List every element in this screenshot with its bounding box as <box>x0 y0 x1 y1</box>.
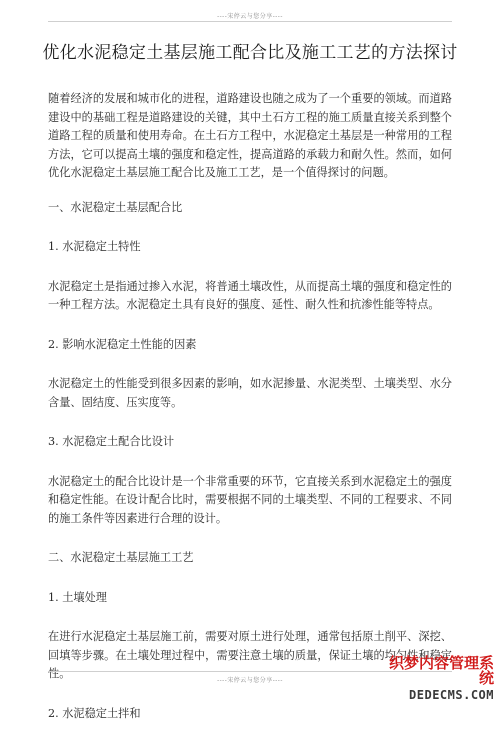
subsection-heading-1-1: 1. 水泥稳定土特性 <box>48 240 141 253</box>
header-divider <box>48 21 452 22</box>
document-body <box>48 90 452 744</box>
watermark-line-1: 织梦内容管理系统 <box>388 654 494 687</box>
paragraph-1-2: 水泥稳定土的性能受到很多因素的影响，如水泥掺量、水泥类型、土壤类型、水分含量、固结度、压实度等。 <box>48 377 452 409</box>
paragraph-1-1: 水泥稳定土是指通过掺入水泥，将普通土壤改性，从而提高土壤的强度和稳定性的一种工程方法。水泥稳定土具有良好的强度、延性、耐久性和抗渗性能等特点。 <box>48 279 452 311</box>
subsection-heading-1-3: 3. 水泥稳定土配合比设计 <box>48 435 175 448</box>
paragraph-1-3: 水泥稳定土的配合比设计是一个非常重要的环节，它直接关系到水泥稳定土的强度和稳定性能。在设计配合比时，需要根据不同的土壤类型、不同的工程要求、不同的施工条件等因素进行合理的设计。 <box>48 474 452 525</box>
subsection-heading-1-2: 2. 影响水泥稳定土性能的因素 <box>48 337 197 351</box>
paragraph-2-1: 在进行水泥稳定土基层施工前，需要对原土进行处理，通常包括原土削平、深挖、回填等步骤。在土壤处理过程中，需要注意土壤的质量，保证土壤的均匀性和稳定性。 <box>48 630 452 680</box>
page-footer-note: ----宋停云与您分享---- <box>217 677 283 684</box>
watermark-line-2: DEDECMS.COM <box>409 688 494 702</box>
document-title: 优化水泥稳定土基层施工配合比及施工工艺的方法探讨 <box>42 43 458 63</box>
subsection-heading-2-1: 1. 土壤处理 <box>48 590 107 604</box>
section-heading-1: 一、水泥稳定土基层配合比 <box>48 200 183 214</box>
section-heading-2: 二、水泥稳定土基层施工工艺 <box>48 551 194 564</box>
watermark-logo <box>376 656 494 701</box>
subsection-heading-2-2: 2. 水泥稳定土拌和 <box>48 706 141 720</box>
intro-paragraph: 随着经济的发展和城市化的进程，道路建设也随之成为了一个重要的领域。而道路建设中的基础工程是道路建设的关键，其中土石方工程的施工质量直接关系到整个道路工程的质量和使用寿命。在土石方工程中，水泥稳定土基层是一种常用的工程方法，它可以提高土壤的强度和稳定性，提高道路的承载力和耐久性。然而，如何优化水泥稳定土基层施工配合比及施工工艺，是一个值得探讨的问题。 <box>48 92 452 179</box>
page-header-note: ----宋停云与您分享---- <box>217 13 283 20</box>
